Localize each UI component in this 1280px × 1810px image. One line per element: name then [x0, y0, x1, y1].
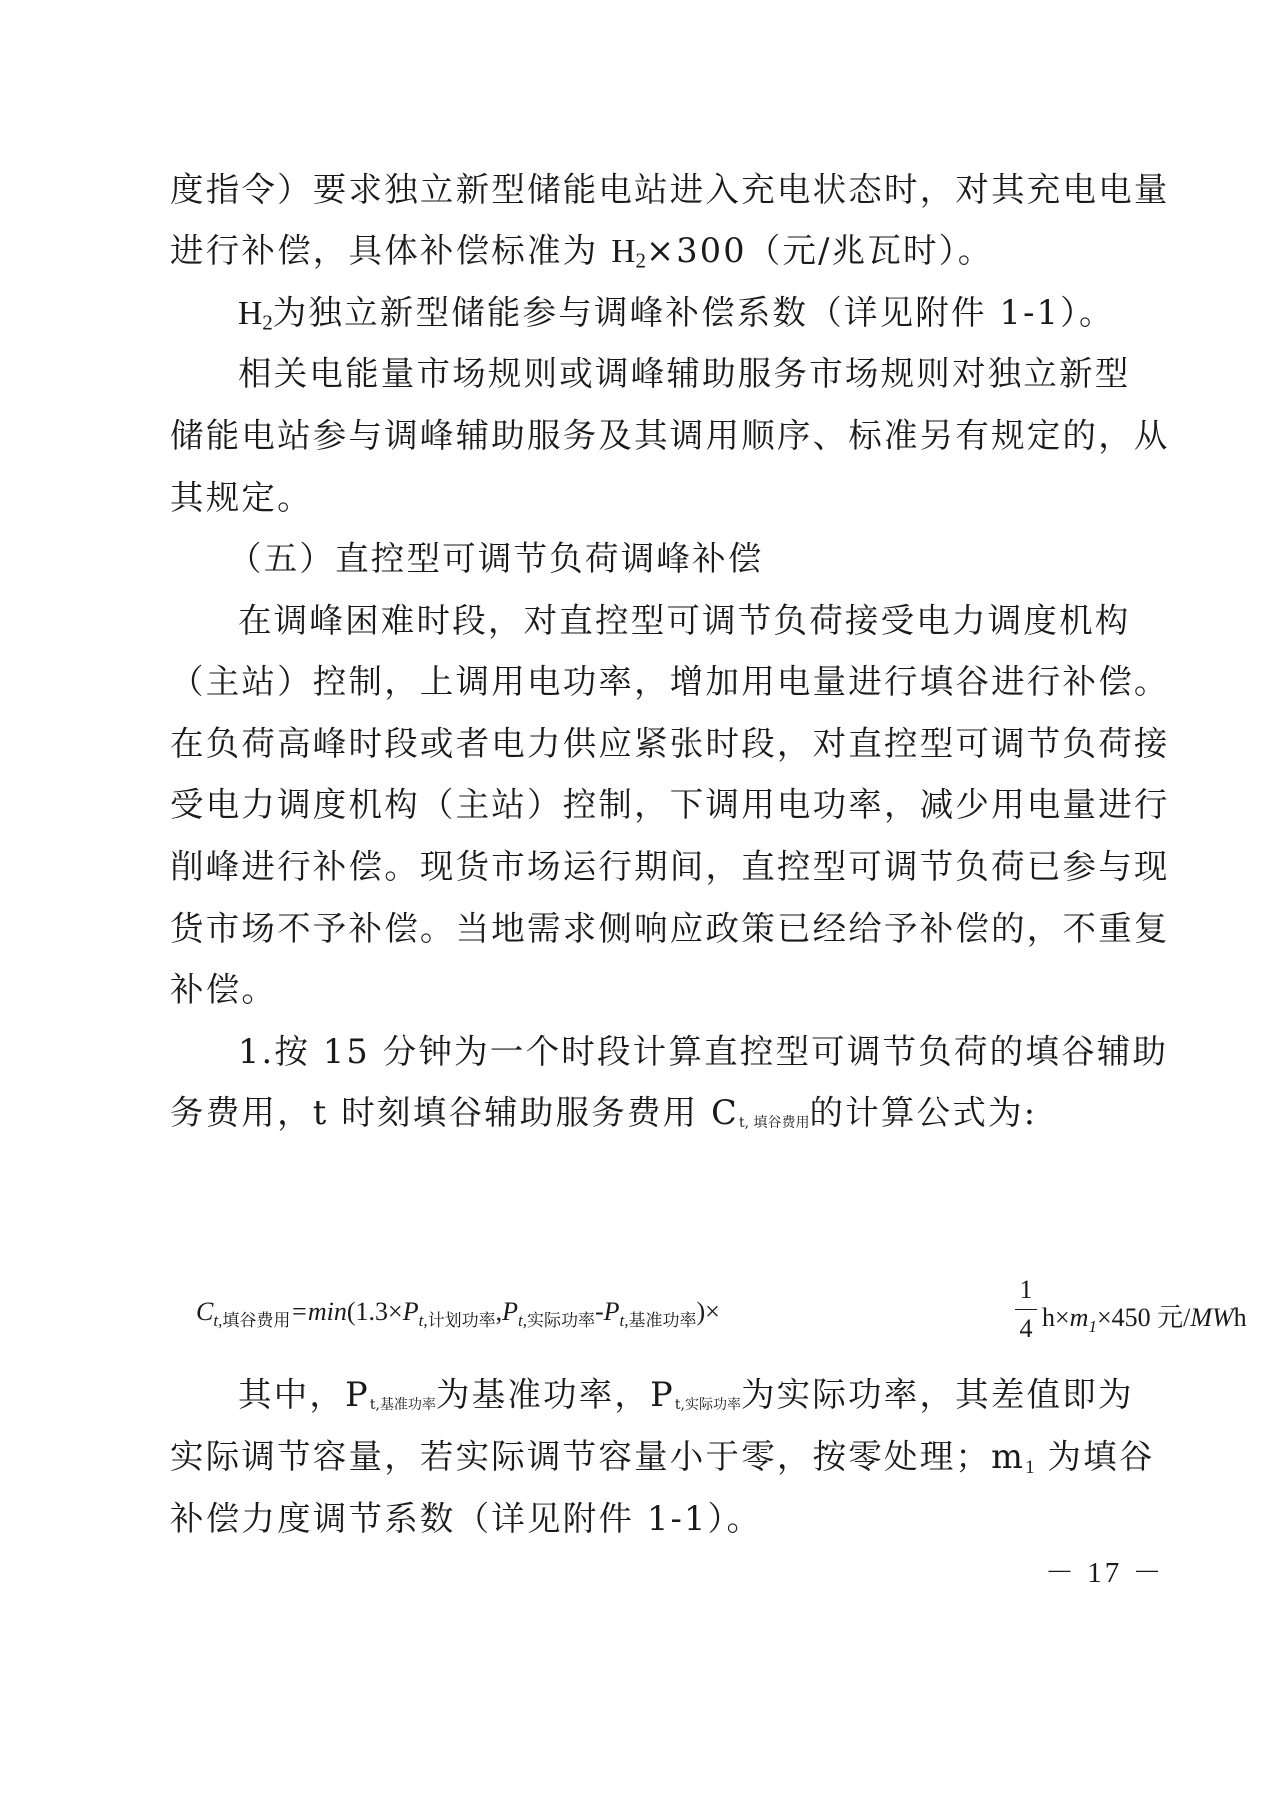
paragraph-line: 相关电能量市场规则或调峰辅助服务市场规则对独立新型 — [238, 354, 1131, 393]
paragraph-line: 进行补偿，具体补偿标准为 $H_2\times 300$（元/兆瓦时）。 — [170, 231, 994, 273]
paragraph-line: 削峰进行补偿。现货市场运行期间，直控型可调节负荷已参与现 — [170, 847, 1170, 886]
paragraph-line: 务费用，t 时刻填谷辅助服务费用 Ct, 填谷费用的计算公式为: — [170, 1093, 1038, 1132]
paragraph-line: 货市场不予补偿。当地需求侧响应政策已经给予补偿的，不重复 — [170, 909, 1170, 948]
formula-left-side: $C_{t,填谷费用}=\min(1.3\times P_{t,计划功率},P_{t,实际功率}-P_{t,基准功率})\times$ — [196, 1297, 720, 1331]
paragraph-line: 其中，Pt,基准功率为基准功率，Pt,实际功率为实际功率，其差值即为 — [238, 1375, 1134, 1414]
paragraph-line: 在负荷高峰时段或者电力供应紧张时段，对直控型可调节负荷接 — [170, 724, 1170, 763]
paragraph-line: （主站）控制，上调用电功率，增加用电量进行填谷进行补偿。 — [170, 662, 1170, 701]
paragraph-line: 实际调节容量，若实际调节容量小于零，按零处理；$m_1$ 为填谷 — [170, 1437, 1155, 1478]
paragraph-line: 受电力调度机构（主站）控制，下调用电功率，减少用电量进行 — [170, 785, 1170, 824]
paragraph-line: 补偿。 — [170, 970, 278, 1009]
formula-fraction: 1 4 — [1015, 1273, 1037, 1346]
paragraph-line: 储能电站参与调峰辅助服务及其调用顺序、标准另有规定的，从 — [170, 416, 1170, 455]
paragraph-line: 1.按 15 分钟为一个时段计算直控型可调节负荷的填谷辅助 — [238, 1032, 1169, 1071]
paragraph-line: 度指令）要求独立新型储能电站进入充电状态时，对其充电电量 — [170, 170, 1170, 209]
paragraph-line: $H_2$为独立新型储能参与调峰补偿系数（详见附件 1-1）。 — [238, 293, 1115, 335]
paragraph-line: 在调峰困难时段，对直控型可调节负荷接受电力调度机构 — [238, 601, 1131, 640]
section-heading: （五）直控型可调节负荷调峰补偿 — [228, 539, 764, 578]
paragraph-line: 补偿力度调节系数（详见附件 1-1）。 — [170, 1499, 763, 1538]
paragraph-line: 其规定。 — [170, 478, 313, 517]
formula-right-side: $h\times m_1\times 450$ 元/MWh — [1042, 1303, 1247, 1336]
page-number: － 17 － — [1045, 1557, 1165, 1589]
cost-formula — [196, 1271, 1247, 1355]
